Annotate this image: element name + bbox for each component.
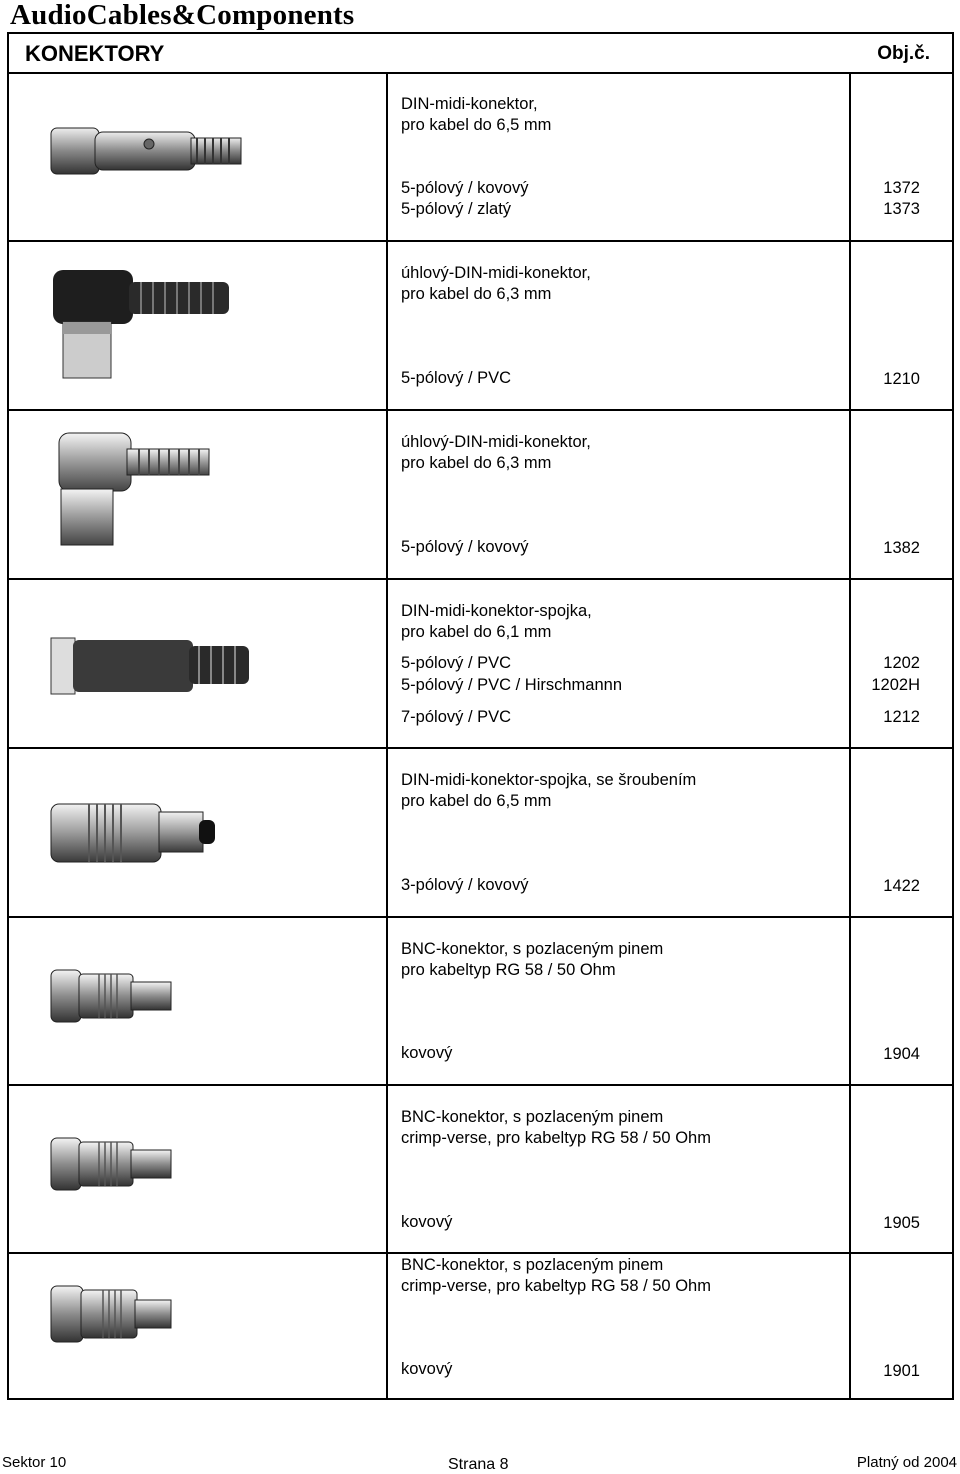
din-angled-metal-connector-photo	[49, 429, 249, 549]
row-divider	[9, 916, 952, 918]
footer-sector: Sektor 10	[2, 1454, 67, 1471]
order-number: 1373	[883, 200, 920, 218]
variant-label: 3-pólový / kovový	[401, 876, 529, 894]
variant-label: kovový	[401, 1213, 453, 1231]
product-description-line: DIN-midi-konektor,	[401, 95, 538, 113]
variant-label: 5-pólový / kovový	[401, 538, 529, 556]
order-number: 1372	[883, 179, 920, 197]
din-metal-straight-connector-photo	[49, 116, 269, 186]
variant-label: kovový	[401, 1360, 453, 1378]
variant-label: 5-pólový / PVC	[401, 369, 512, 387]
product-description-line: pro kabel do 6,5 mm	[401, 116, 552, 134]
product-description-line: pro kabel do 6,1 mm	[401, 623, 552, 641]
product-description-line: BNC-konektor, s pozlaceným pinem	[401, 940, 664, 958]
order-number: 1212	[883, 708, 920, 726]
column-divider-left	[386, 74, 388, 1398]
order-number-header: Obj.č.	[877, 43, 930, 64]
order-number: 1422	[883, 877, 920, 895]
product-description-line: úhlový-DIN-midi-konektor,	[401, 433, 591, 451]
row-divider	[9, 240, 952, 242]
order-number: 1210	[883, 370, 920, 388]
product-description-line: crimp-verse, pro kabeltyp RG 58 / 50 Ohm	[401, 1129, 711, 1147]
variant-label: 5-pólový / kovový	[401, 179, 529, 197]
row-divider	[9, 409, 952, 411]
row-divider	[9, 1084, 952, 1086]
product-description-line: DIN-midi-konektor-spojka, se šroubením	[401, 771, 697, 789]
din-coupler-screw-photo	[49, 798, 219, 868]
product-description-line: BNC-konektor, s pozlaceným pinem	[401, 1108, 664, 1126]
order-number: 1905	[883, 1214, 920, 1232]
variant-label: 5-pólový / zlatý	[401, 200, 512, 218]
row-divider	[9, 747, 952, 749]
row-divider	[9, 1252, 952, 1254]
product-description-line: pro kabel do 6,3 mm	[401, 285, 552, 303]
din-angled-pvc-connector-photo	[49, 262, 249, 390]
section-title: KONEKTORY	[25, 41, 165, 66]
product-description-line: pro kabeltyp RG 58 / 50 Ohm	[401, 961, 616, 979]
product-description-line: pro kabel do 6,3 mm	[401, 454, 552, 472]
variant-label: 5-pólový / PVC	[401, 654, 512, 672]
variant-label: 7-pólový / PVC	[401, 708, 512, 726]
brand-title: AudioCables&Components	[10, 0, 355, 31]
table-header	[9, 34, 952, 74]
variant-label: kovový	[401, 1044, 453, 1062]
product-description-line: pro kabel do 6,5 mm	[401, 792, 552, 810]
order-number: 1904	[883, 1045, 920, 1063]
order-number: 1901	[883, 1362, 920, 1380]
footer-validity: Platný od 2004	[856, 1454, 957, 1471]
bnc-crimp-connector-photo	[49, 1132, 179, 1196]
order-number: 1202H	[871, 676, 920, 694]
row-divider	[9, 578, 952, 580]
variant-label: 5-pólový / PVC / Hirschmannn	[401, 676, 623, 694]
product-description-line: DIN-midi-konektor-spojka,	[401, 602, 592, 620]
product-description-line: crimp-verse, pro kabeltyp RG 58 / 50 Ohm	[401, 1277, 711, 1295]
column-divider-right	[849, 74, 851, 1398]
bnc-connector-photo	[49, 964, 179, 1028]
footer-page-number: Strana 8	[448, 1456, 509, 1473]
header-divider	[9, 72, 952, 74]
bnc-crimp-connector-photo	[49, 1278, 179, 1348]
order-number: 1382	[883, 539, 920, 557]
din-coupler-pvc-photo	[49, 634, 259, 700]
product-description-line: BNC-konektor, s pozlaceným pinem	[401, 1256, 664, 1274]
order-number: 1202	[883, 654, 920, 672]
catalog-table	[7, 32, 954, 1400]
product-description-line: úhlový-DIN-midi-konektor,	[401, 264, 591, 282]
